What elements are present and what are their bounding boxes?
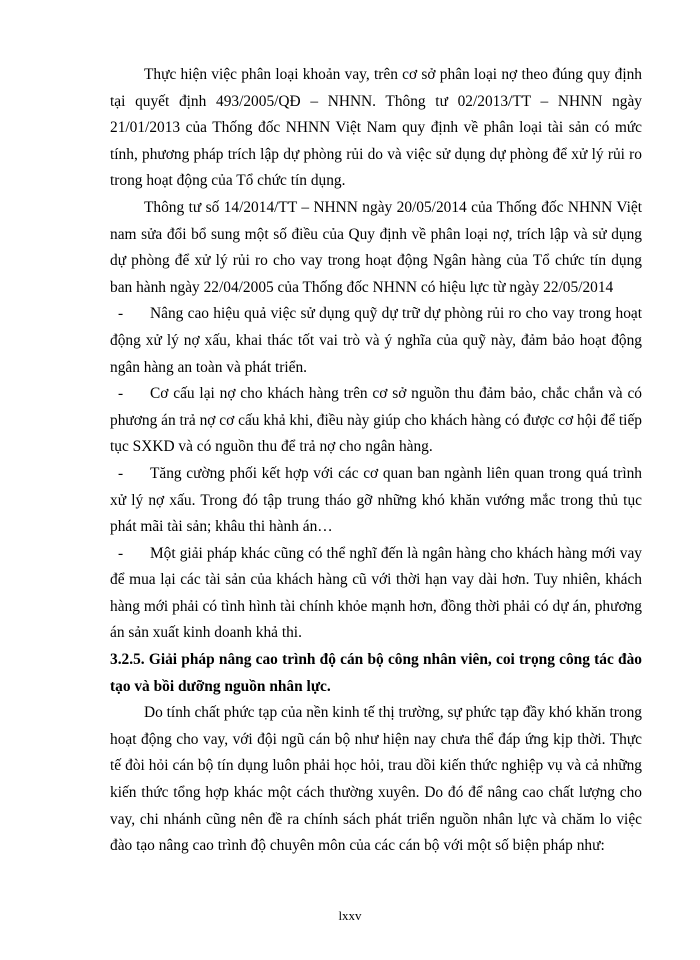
list-item-text: Một giải pháp khác cũng có thể nghĩ đến là ngân hàng cho khách hàng mới vay để mua lại các tài sản của khách hàng cũ với thời hạn vay dài hơn. Tuy nhiên, khách hàng mới phải có tình hình tài chính khỏe mạnh hơn, đồng thời phải có dự án, phương án sản xuất kinh doanh khả thi. bbox=[110, 544, 642, 642]
list-item bbox=[110, 381, 642, 461]
section-body-paragraph: Do tính chất phức tạp của nền kinh tế thị trường, sự phức tạp đầy khó khăn trong hoạt động cho vay, với đội ngũ cán bộ như hiện nay chưa thể đáp ứng kịp thời. Thực tế đòi hỏi cán bộ tín dụng luôn phải học hỏi, trau dồi kiến thức nghiệp vụ và cả những kiến thức tổng hợp khác một cách thường xuyên. Do đó để nâng cao chất lượng cho vay, chi nhánh cũng nên đề ra chính sách phát triển nguồn nhân lực và chăm lo việc đào tạo nâng cao trình độ chuyên môn của các cán bộ với một số biện pháp như: bbox=[110, 704, 642, 855]
bullet-dash: - bbox=[118, 464, 124, 482]
list-item bbox=[110, 301, 642, 381]
page-number: lxxv bbox=[338, 908, 362, 923]
list-item bbox=[110, 461, 642, 541]
bullet-dash: - bbox=[118, 385, 124, 403]
paragraph-circular-14-2014: Thông tư số 14/2014/TT – NHNN ngày 20/05/2014 của Thống đốc NHNN Việt nam sửa đổi bổ sung một số điều của Quy định về phân loại nợ, trích lập và sử dụng dự phòng để xử lý rủi ro cho vay trong hoạt động Ngân hàng của Tổ chức tín dụng ban hành ngày 22/04/2005 của Thống đốc NHNN có hiệu lực từ ngày 22/05/2014 bbox=[110, 198, 642, 296]
paragraph-loan-classification: Thực hiện việc phân loại khoản vay, trên cơ sở phân loại nợ theo đúng quy định tại quyết định 493/2005/QĐ – NHNN. Thông tư 02/2013/TT – NHNN ngày 21/01/2013 của Thống đốc NHNN Việt Nam quy định về phân loại tài sản có mức tính, phương pháp trích lập dự phòng rủi do và việc sử dụng dự phòng để xử lý rủi ro trong hoạt động của Tổ chức tín dụng. bbox=[110, 66, 642, 190]
bullet-dash: - bbox=[118, 544, 124, 562]
list-item-text: Nâng cao hiệu quả việc sử dụng quỹ dự trữ dự phòng rủi ro cho vay trong hoạt động xử lý nợ xấu, khai thác tốt vai trò và ý nghĩa của quỹ này, đảm bảo hoạt động ngân hàng an toàn và phát triển. bbox=[110, 305, 642, 376]
bullet-dash: - bbox=[118, 305, 124, 323]
section-heading: 3.2.5. Giải pháp nâng cao trình độ cán bộ công nhân viên, coi trọng công tác đào tạo và bồi dưỡng nguồn nhân lực. bbox=[110, 651, 642, 695]
list-item-text: Cơ cấu lại nợ cho khách hàng trên cơ sở nguồn thu đảm bảo, chắc chắn và có phương án trả nợ cơ cấu khả khi, điều này giúp cho khách hàng có được cơ hội để tiếp tục SXKD và có nguồn thu để trả nợ cho ngân hàng. bbox=[110, 385, 642, 456]
list-item-text: Tăng cường phối kết hợp với các cơ quan ban ngành liên quan trong quá trình xử lý nợ xấu. Trong đó tập trung tháo gỡ những khó khăn vướng mắc trong thủ tục phát mãi tài sản; khâu thi hành án… bbox=[110, 464, 642, 536]
list-item bbox=[110, 541, 642, 647]
document-page bbox=[110, 62, 642, 860]
